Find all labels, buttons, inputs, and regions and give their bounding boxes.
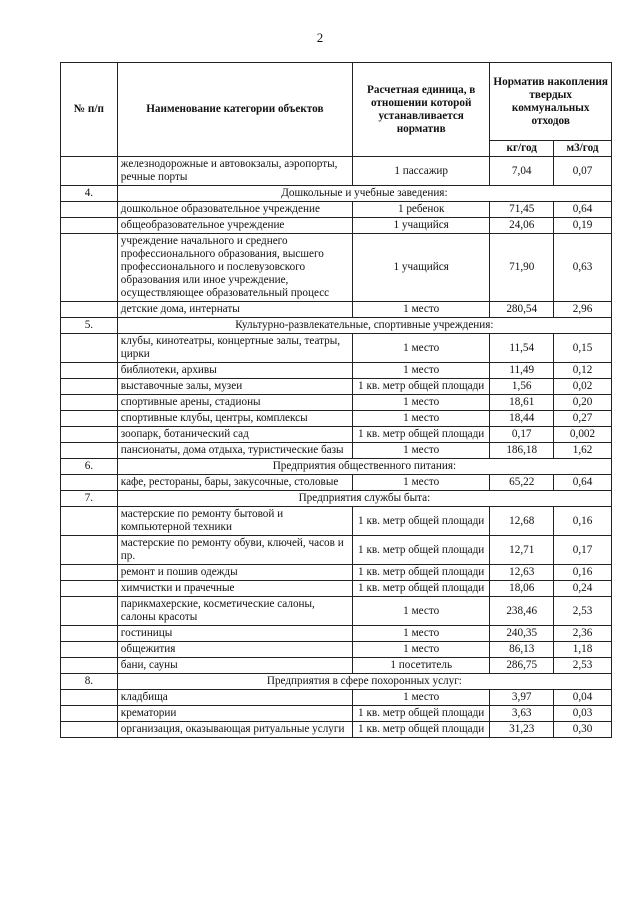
norm-m3-cell: 0,27 [554, 411, 612, 427]
unit-cell: 1 место [352, 690, 489, 706]
table-row [61, 443, 612, 459]
norm-kg-cell: 12,63 [490, 565, 554, 581]
table-row [61, 379, 612, 395]
header-norm: Норматив накопления твердых коммунальных отходов [490, 63, 612, 141]
norm-kg-cell: 12,71 [490, 536, 554, 565]
table-row [61, 722, 612, 738]
table-row [61, 302, 612, 318]
norm-kg-cell: 11,54 [490, 334, 554, 363]
table-row [61, 536, 612, 565]
norm-m3-cell: 0,16 [554, 507, 612, 536]
category-name: учреждение начального и среднего профессионального образования, высшего профессионального и послевузовского образования или иное учреждение, осуществляющее образовательный процесс [117, 234, 352, 302]
unit-cell: 1 место [352, 642, 489, 658]
table-row [61, 706, 612, 722]
norm-kg-cell: 86,13 [490, 642, 554, 658]
row-number-cell [61, 427, 118, 443]
norm-kg-cell: 12,68 [490, 507, 554, 536]
unit-cell: 1 место [352, 475, 489, 491]
norm-m3-cell: 0,002 [554, 427, 612, 443]
category-name: общежития [117, 642, 352, 658]
section-row [61, 318, 612, 334]
section-title: Дошкольные и учебные заведения: [117, 186, 611, 202]
row-number-cell [61, 722, 118, 738]
row-number-cell [61, 302, 118, 318]
header-m3: м3/год [554, 141, 612, 157]
table-row [61, 334, 612, 363]
norms-table-wrapper [60, 62, 612, 738]
unit-cell: 1 кв. метр общей площади [352, 379, 489, 395]
norm-kg-cell: 3,63 [490, 706, 554, 722]
norm-m3-cell: 2,96 [554, 302, 612, 318]
table-body [61, 157, 612, 738]
category-name: спортивные арены, стадионы [117, 395, 352, 411]
norm-kg-cell: 18,61 [490, 395, 554, 411]
norm-kg-cell: 238,46 [490, 597, 554, 626]
unit-cell: 1 место [352, 443, 489, 459]
row-number-cell [61, 565, 118, 581]
row-number-cell [61, 475, 118, 491]
category-name: зоопарк, ботанический сад [117, 427, 352, 443]
header-name: Наименование категории объектов [117, 63, 352, 157]
norm-kg-cell: 280,54 [490, 302, 554, 318]
norm-m3-cell: 0,30 [554, 722, 612, 738]
category-name: дошкольное образовательное учреждение [117, 202, 352, 218]
table-row [61, 395, 612, 411]
section-title: Предприятия службы быта: [117, 491, 611, 507]
section-row [61, 674, 612, 690]
row-number-cell [61, 334, 118, 363]
category-name: гостиницы [117, 626, 352, 642]
table-header [61, 63, 612, 157]
table-row [61, 642, 612, 658]
norms-table [60, 62, 612, 738]
norm-m3-cell: 2,36 [554, 626, 612, 642]
category-name: библиотеки, архивы [117, 363, 352, 379]
row-number-cell [61, 411, 118, 427]
norm-m3-cell: 2,53 [554, 597, 612, 626]
category-name: мастерские по ремонту обуви, ключей, часов и пр. [117, 536, 352, 565]
unit-cell: 1 место [352, 597, 489, 626]
table-row [61, 427, 612, 443]
norm-m3-cell: 0,64 [554, 202, 612, 218]
category-name: выставочные залы, музеи [117, 379, 352, 395]
unit-cell: 1 кв. метр общей площади [352, 706, 489, 722]
category-name: организация, оказывающая ритуальные услуги [117, 722, 352, 738]
norm-m3-cell: 2,53 [554, 658, 612, 674]
norm-m3-cell: 0,03 [554, 706, 612, 722]
table-row [61, 690, 612, 706]
norm-kg-cell: 11,49 [490, 363, 554, 379]
row-number-cell [61, 536, 118, 565]
norm-kg-cell: 31,23 [490, 722, 554, 738]
section-row [61, 491, 612, 507]
unit-cell: 1 кв. метр общей площади [352, 722, 489, 738]
norm-m3-cell: 1,18 [554, 642, 612, 658]
norm-kg-cell: 71,90 [490, 234, 554, 302]
norm-kg-cell: 65,22 [490, 475, 554, 491]
row-number-cell [61, 443, 118, 459]
norm-kg-cell: 240,35 [490, 626, 554, 642]
unit-cell: 1 место [352, 626, 489, 642]
norm-kg-cell: 186,18 [490, 443, 554, 459]
section-title: Культурно-развлекательные, спортивные учреждения: [117, 318, 611, 334]
row-number-cell [61, 658, 118, 674]
unit-cell: 1 место [352, 363, 489, 379]
category-name: железнодорожные и автовокзалы, аэропорты, речные порты [117, 157, 352, 186]
norm-m3-cell: 0,64 [554, 475, 612, 491]
page-number: 2 [316, 30, 324, 45]
section-number: 6. [61, 459, 118, 475]
unit-cell: 1 место [352, 302, 489, 318]
norm-kg-cell: 1,56 [490, 379, 554, 395]
row-number-cell [61, 597, 118, 626]
unit-cell: 1 кв. метр общей площади [352, 581, 489, 597]
norm-m3-cell: 0,19 [554, 218, 612, 234]
norm-kg-cell: 3,97 [490, 690, 554, 706]
row-number-cell [61, 642, 118, 658]
unit-cell: 1 место [352, 411, 489, 427]
row-number-cell [61, 395, 118, 411]
norm-kg-cell: 18,44 [490, 411, 554, 427]
table-row [61, 218, 612, 234]
category-name: пансионаты, дома отдыха, туристические базы [117, 443, 352, 459]
table-row [61, 597, 612, 626]
norm-kg-cell: 24,06 [490, 218, 554, 234]
unit-cell: 1 кв. метр общей площади [352, 565, 489, 581]
section-row [61, 459, 612, 475]
category-name: крематории [117, 706, 352, 722]
section-title: Предприятия общественного питания: [117, 459, 611, 475]
table-row [61, 507, 612, 536]
category-name: парикмахерские, косметические салоны, салоны красоты [117, 597, 352, 626]
category-name: ремонт и пошив одежды [117, 565, 352, 581]
row-number-cell [61, 626, 118, 642]
row-number-cell [61, 706, 118, 722]
header-unit: Расчетная единица, в отношении которой устанавливается норматив [352, 63, 489, 157]
category-name: детские дома, интернаты [117, 302, 352, 318]
unit-cell: 1 учащийся [352, 234, 489, 302]
section-number: 4. [61, 186, 118, 202]
norm-m3-cell: 0,24 [554, 581, 612, 597]
unit-cell: 1 кв. метр общей площади [352, 507, 489, 536]
row-number-cell [61, 202, 118, 218]
category-name: кладбища [117, 690, 352, 706]
category-name: клубы, кинотеатры, концертные залы, театры, цирки [117, 334, 352, 363]
unit-cell: 1 ребенок [352, 202, 489, 218]
table-row [61, 475, 612, 491]
norm-m3-cell: 0,02 [554, 379, 612, 395]
norm-kg-cell: 71,45 [490, 202, 554, 218]
norm-kg-cell: 286,75 [490, 658, 554, 674]
norm-m3-cell: 0,07 [554, 157, 612, 186]
unit-cell: 1 посетитель [352, 658, 489, 674]
category-name: мастерские по ремонту бытовой и компьютерной техники [117, 507, 352, 536]
row-number-cell [61, 507, 118, 536]
row-number-cell [61, 690, 118, 706]
table-row [61, 234, 612, 302]
unit-cell: 1 кв. метр общей площади [352, 427, 489, 443]
row-number-cell [61, 218, 118, 234]
norm-m3-cell: 0,16 [554, 565, 612, 581]
category-name: общеобразовательное учреждение [117, 218, 352, 234]
section-number: 8. [61, 674, 118, 690]
section-number: 5. [61, 318, 118, 334]
category-name: спортивные клубы, центры, комплексы [117, 411, 352, 427]
norm-m3-cell: 0,17 [554, 536, 612, 565]
category-name: кафе, рестораны, бары, закусочные, столовые [117, 475, 352, 491]
category-name: химчистки и прачечные [117, 581, 352, 597]
table-row [61, 202, 612, 218]
unit-cell: 1 пассажир [352, 157, 489, 186]
table-row [61, 411, 612, 427]
unit-cell: 1 учащийся [352, 218, 489, 234]
table-row [61, 565, 612, 581]
norm-m3-cell: 0,15 [554, 334, 612, 363]
norm-m3-cell: 0,12 [554, 363, 612, 379]
norm-kg-cell: 0,17 [490, 427, 554, 443]
table-row [61, 581, 612, 597]
header-num: № п/п [61, 63, 118, 157]
table-row [61, 658, 612, 674]
norm-kg-cell: 7,04 [490, 157, 554, 186]
norm-m3-cell: 0,04 [554, 690, 612, 706]
section-title: Предприятия в сфере похоронных услуг: [117, 674, 611, 690]
norm-kg-cell: 18,06 [490, 581, 554, 597]
row-number-cell [61, 157, 118, 186]
category-name: бани, сауны [117, 658, 352, 674]
row-number-cell [61, 379, 118, 395]
unit-cell: 1 место [352, 395, 489, 411]
row-number-cell [61, 363, 118, 379]
table-row [61, 157, 612, 186]
section-row [61, 186, 612, 202]
norm-m3-cell: 0,63 [554, 234, 612, 302]
norm-m3-cell: 1,62 [554, 443, 612, 459]
unit-cell: 1 кв. метр общей площади [352, 536, 489, 565]
unit-cell: 1 место [352, 334, 489, 363]
section-number: 7. [61, 491, 118, 507]
header-kg: кг/год [490, 141, 554, 157]
row-number-cell [61, 581, 118, 597]
row-number-cell [61, 234, 118, 302]
table-row [61, 626, 612, 642]
norm-m3-cell: 0,20 [554, 395, 612, 411]
table-row [61, 363, 612, 379]
